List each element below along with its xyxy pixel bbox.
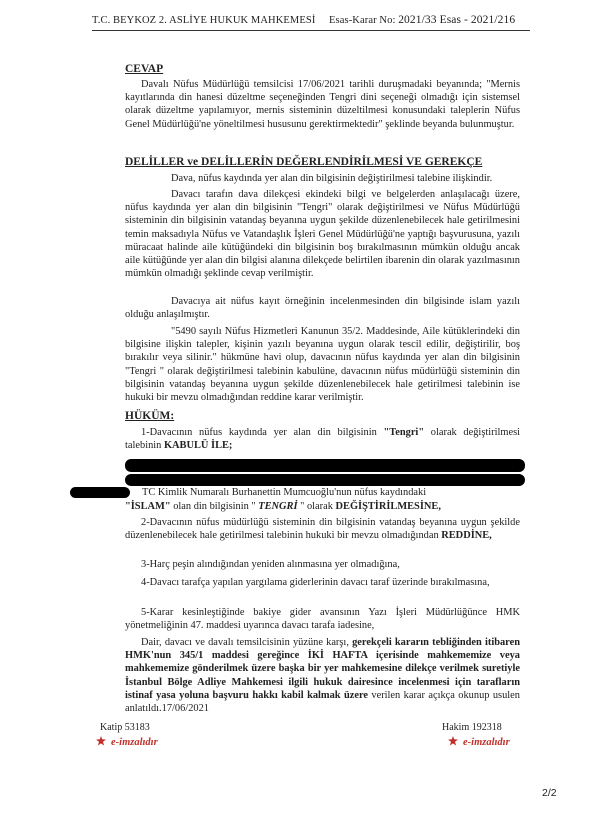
seal-icon [96, 736, 106, 746]
religion-text: olan din bilgisinin " [170, 501, 259, 512]
section-title-hukum: HÜKÜM: [125, 410, 175, 422]
redaction-bar [125, 459, 525, 472]
religion-text-2: " olarak [297, 501, 336, 512]
kabulu-bold: KABULÜ İLE; [163, 440, 233, 452]
hukum-item-2-text: 2-Davacının nüfus müdürlüğü sisteminin din bilgisinin vatandaş beyanına uygun şekilde düzenlenebilecek hale getirilmesi talebinin hukuki bir mevzu olmadığından [125, 517, 520, 542]
degistirilmesine-bold: DEĞİŞTİRİLMESİNE, [335, 501, 441, 512]
hukum-item-1-text: 1-Davacının nüfus kaydında yer alan din bilgisinin [141, 427, 384, 438]
redaction-bar [70, 487, 130, 498]
document-header [92, 14, 515, 26]
page-number: 2/2 [542, 787, 557, 799]
deliller-paragraph-1: Dava, nüfus kaydında yer alan din bilgisinin değiştirilmesi talebine ilişkindir. [171, 173, 493, 184]
judge-signature: Hakim 192318 [442, 722, 502, 733]
tengri-italic: TENGRİ [258, 501, 298, 512]
final-bold-text: gerekçeli kararın tebliğinden itibaren HMK'nun 345/1 maddesi gereğince İKİ HAFTA içerisinde mahkememize veya mahkememize gönderilmek üzere başka bir yer mahkemesine dilekçe verilmek suretiyle İstanbul Bölge Adliye Mahkemesi ilgili hukuk dairesince incelenmesi için tarafların istinaf yasa yoluna başvuru hakkı kabil kalmak üzere [125, 637, 520, 701]
final-text: Dair, davacı ve davalı temsilcisinin yüzüne karşı, [141, 637, 353, 648]
clerk-esignature [96, 736, 158, 748]
final-text-2: verilen karar açıkça okunup usulen anlatıldı.17/06/2021 [125, 689, 520, 715]
header-rule [92, 30, 530, 31]
case-number: 2021/33 Esas - 2021/216 [398, 14, 516, 26]
esig-label: e-imzalıdır [111, 737, 158, 748]
hukum-identity-line: TC Kimlik Numaralı Burhanettin Mumcuoğlu'nun nüfus kaydındaki [142, 487, 427, 498]
reddine-bold: REDDİNE, [441, 530, 492, 542]
court-name: T.C. BEYKOZ 2. ASLİYE HUKUK MAHKEMESİ [92, 15, 316, 26]
case-number-label: Esas-Karar No: [329, 15, 396, 26]
hukum-item-3: 3-Harç peşin alındığından yeniden alınmasına yer olmadığına, [141, 559, 400, 570]
deliller-paragraph-3: Davacıya ait nüfus kayıt örneğinin incelenmesinden din bilgisinde islam yazılı olduğu anlaşılmıştır. [125, 296, 520, 321]
section-title-cevap: CEVAP [125, 63, 164, 75]
judge-esignature [448, 736, 510, 748]
redaction-bar [125, 474, 525, 486]
tengri-bold: "Tengri" [383, 427, 425, 438]
deliller-paragraph-2: Davacı tarafın dava dilekçesi ekindeki bilgi ve belgelerden anlaşılacağı üzere, nüfus kaydında yer alan din bilgisinin "Tengri" olarak değiştirilmesi ve Nüfus Müdürlüğü sisteminin din bilgisinin vatandaş beyanına uygun şekilde düzenlenebilecek hale getirilmesini temin maksadıyla Nüfus ve Vatandaşlık İşleri Genel Müdürlüğü'ne yaptığı başvurusuna, yazılı müracaat halinde aile kütüğündeki din bilgisinin boş bırakılmasının mümkün olduğu ancak aile kütüğünde yer alan din bilgisi alanına dilekçede belirtilen ibarenin din olarak yazılmasının mümkün olmadığı şeklinde cevap verilmiştir. [125, 189, 520, 280]
deliller-paragraph-4: "5490 sayılı Nüfus Hizmetleri Kanunun 35/2. Maddesinde, Aile kütüklerindeki din bilgisine ilişkin talepler, kişinin yazılı beyanına uygun olarak tescil edilir, değiştirilir, boş bırakılır veya silinir." hükmüne havi olup, davacının nüfus kaydında yer alan din bilgisinin "Tengri " olarak değiştirilmesi talebinin kabulüne, davacının nüfus müdürlüğü sisteminin din bilgisinin vatandaş beyanına uygun şekilde düzenlenebilecek hale getirilmesi talebinin ise hukuki bir mevzu olmadığından reddine karar verilmiştir. [125, 326, 520, 404]
hukum-item-1 [125, 426, 520, 452]
hukum-item-5: 5-Karar kesinleştiğinde bakiye gider avansının Yazı İşleri Müdürlüğünce HMK yönetmeliğinin 47. maddesi uyarınca davacı tarafa iadesine, [125, 607, 520, 632]
hukum-religion-change [125, 500, 520, 513]
clerk-signature: Katip 53183 [100, 722, 150, 733]
section-title-deliller: DELİLLER ve DELİLLERİN DEĞERLENDİRİLMESİ VE GEREKÇE [125, 156, 483, 168]
hukum-item-4: 4-Davacı tarafça yapılan yargılama giderlerinin davacı taraf üzerinde bırakılmasına, [141, 577, 490, 588]
cevap-paragraph: Davalı Nüfus Müdürlüğü temsilcisi 17/06/2021 tarihli duruşmadaki beyanında; "Mernis kayıtlarında din hanesi düzeltme seçeneğinden Tengri dini seçeneği olmadığı için sistemsel olarak düzeltme yapılamıyor, mernis sisteminin düzeltilmesi konusundaki taleplerin Nüfus Genel Müdürlüğü'ne yöneltilmesi hususunu gerektirmektedir" şeklinde beyanda bulunmuştur. [125, 79, 520, 130]
hukum-final-paragraph [125, 636, 520, 715]
islam-bold: "İSLAM" [125, 501, 171, 512]
esig-label: e-imzalıdır [463, 737, 510, 748]
hukum-item-2 [125, 516, 520, 542]
seal-icon [448, 736, 458, 746]
hukum-item-1-text-2: olarak değiştirilmesi talebinin [125, 427, 520, 452]
